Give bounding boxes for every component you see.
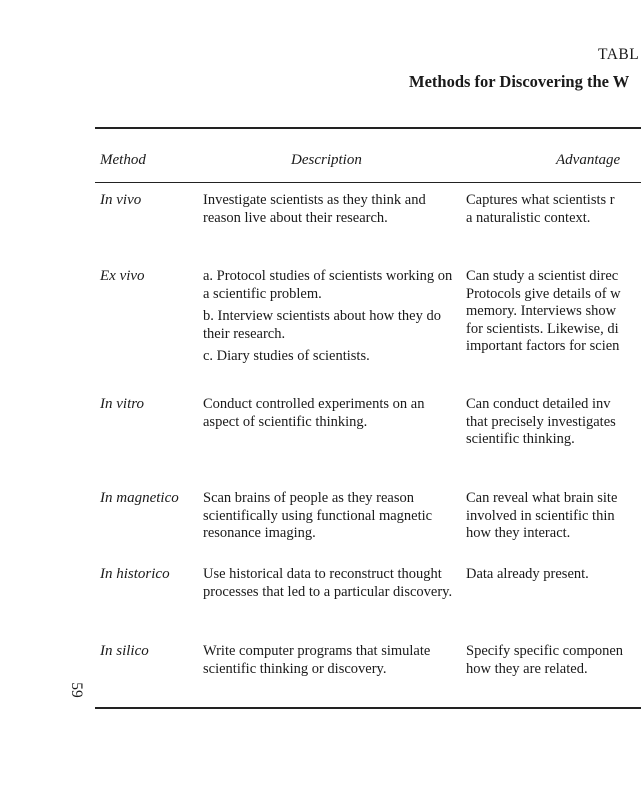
advantage-cell: Can reveal what brain site involved in scientific thin how they interact. — [466, 490, 618, 541]
column-header-advantage: Advantage — [556, 152, 621, 168]
method-cell: In vitro — [100, 396, 145, 412]
description-text: Scan brains of people as they reason scientifically using functional magnetic resonance imaging. — [203, 490, 433, 541]
advantage-cell: Specify specific componen how they are related. — [466, 643, 624, 677]
description-text: Use historical data to reconstruct thought processes that led to a particular discovery. — [203, 566, 453, 600]
column-header-description: Description — [291, 152, 362, 168]
bottom-rule — [95, 707, 641, 709]
description-text: Investigate scientists as they think and reason live about their research. — [203, 192, 426, 226]
column-header-method: Method — [100, 152, 146, 168]
description-text: Write computer programs that simulate scientific thinking or discovery. — [203, 643, 431, 677]
advantage-cell: Can study a scientist direc Protocols give details of w memory. Interviews show for scientists. Likewise, di important factors for scien — [466, 268, 621, 354]
description-cell — [203, 643, 458, 683]
table-label: TABL — [598, 46, 640, 63]
table-title: Methods for Discovering the W — [409, 72, 630, 91]
description-cell — [203, 192, 458, 232]
description-text: Conduct controlled experiments on an aspect of scientific thinking. — [203, 396, 425, 430]
method-cell: Ex vivo — [100, 268, 145, 284]
description-item-c: c. Diary studies of scientists. — [203, 348, 370, 364]
header-rule — [95, 182, 641, 183]
description-item-a: a. Protocol studies of scientists working on a scientific problem. — [203, 268, 453, 302]
description-cell — [203, 490, 458, 548]
advantage-cell: Captures what scientists r a naturalistic context. — [466, 192, 615, 226]
description-cell — [203, 396, 458, 436]
advantage-cell: Can conduct detailed inv that precisely investigates scientific thinking. — [466, 396, 616, 447]
advantage-cell: Data already present. — [466, 566, 589, 582]
method-cell: In historico — [100, 566, 170, 582]
description-cell — [203, 566, 458, 606]
method-cell: In vivo — [100, 192, 142, 208]
page-number: 59 — [67, 682, 85, 698]
method-cell: In silico — [100, 643, 149, 659]
method-cell: In magnetico — [100, 490, 179, 506]
top-rule — [95, 127, 641, 129]
description-item-b: b. Interview scientists about how they do their research. — [203, 308, 441, 342]
description-cell — [203, 268, 458, 371]
